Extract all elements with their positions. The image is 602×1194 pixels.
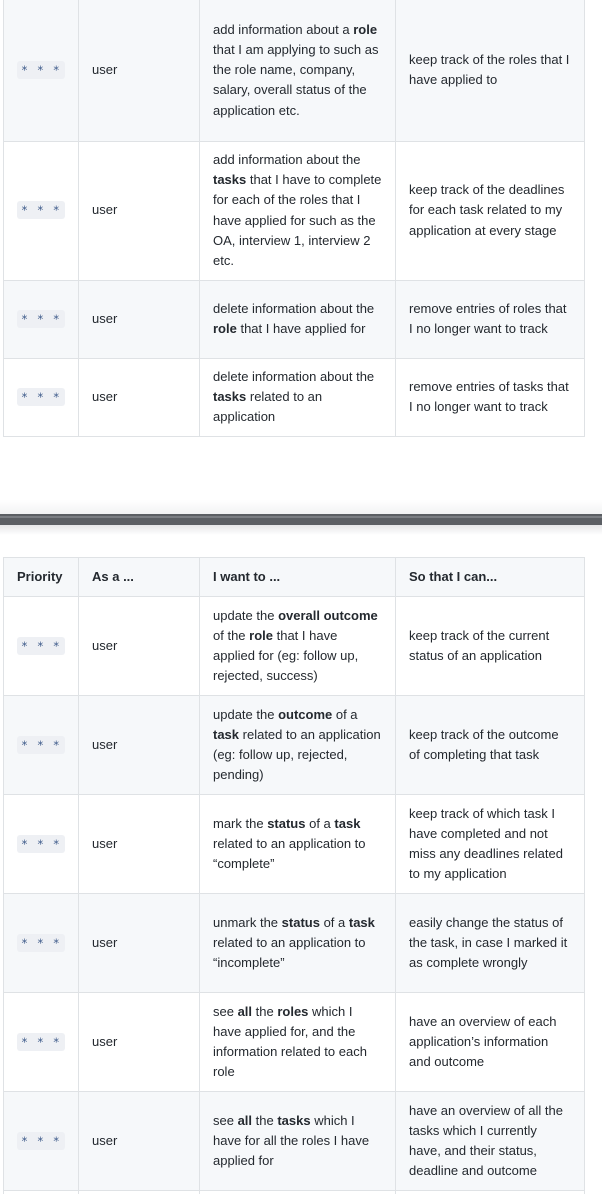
user-stories-table-top <box>3 0 585 437</box>
emphasis-text: outcome <box>278 706 333 722</box>
table-row <box>4 0 585 141</box>
emphasis-text: role <box>353 21 378 37</box>
emphasis-text: role <box>249 627 273 643</box>
emphasis-text: overall outcome <box>278 607 378 623</box>
so-that-cell: keep track of which task I have completed and not miss any deadlines related to my application <box>396 795 585 894</box>
as-a-cell: user <box>79 894 200 993</box>
priority-badge: * * * <box>17 61 65 79</box>
as-a-cell: user <box>79 993 200 1092</box>
emphasis-text: all <box>237 1112 253 1128</box>
so-that-cell: keep track of the current status of an application <box>396 597 585 696</box>
cell-text: related to an application <box>213 388 323 425</box>
header-priority: Priority <box>4 558 79 597</box>
so-that-cell: keep track of the roles that I have applied to <box>396 0 585 141</box>
cell-text: that I have to complete for each of the roles that I have applied for such as the OA, interview 1, interview 2 etc. <box>213 172 382 268</box>
cell-text: update the <box>213 706 279 722</box>
cell-text: of the <box>213 627 250 643</box>
table-row <box>4 141 585 280</box>
i-want-to-cell <box>200 1191 396 1194</box>
priority-cell <box>4 894 79 993</box>
i-want-to-cell <box>200 358 396 436</box>
cell-text: add information about a <box>213 21 354 37</box>
priority-badge: * * * <box>17 1033 65 1051</box>
cell-text: see <box>213 1003 238 1019</box>
as-a-cell: user <box>79 795 200 894</box>
emphasis-text: status <box>267 815 306 831</box>
cell-text: the <box>252 1112 278 1128</box>
header-i-want-to: I want to ... <box>200 558 396 597</box>
i-want-to-cell <box>200 795 396 894</box>
so-that-cell: remove entries of tasks that I no longer want to track <box>396 358 585 436</box>
table-row <box>4 894 585 993</box>
priority-cell <box>4 795 79 894</box>
cell-text: which I have applied for, and the information related to each role <box>213 1003 367 1080</box>
cell-text: that I have applied for <box>236 321 366 336</box>
cell-text: add information about the <box>213 151 361 167</box>
table-row <box>4 993 585 1092</box>
cell-text: of a <box>332 706 358 722</box>
screenshot-divider <box>0 514 602 525</box>
priority-badge: * * * <box>17 1132 65 1150</box>
so-that-cell: easily change the status of the task, in case I marked it as complete wrongly <box>396 894 585 993</box>
as-a-cell: user <box>79 0 200 141</box>
priority-cell <box>4 1191 79 1194</box>
emphasis-text: tasks <box>213 172 247 188</box>
as-a-cell <box>79 1191 200 1194</box>
cell-text: unmark the <box>213 914 282 930</box>
cell-text: of a <box>319 914 349 930</box>
user-stories-table-bottom <box>3 557 585 1194</box>
priority-badge: * * * <box>17 388 65 406</box>
so-that-cell <box>396 1191 585 1194</box>
priority-badge: * * * <box>17 201 65 219</box>
emphasis-text: tasks <box>277 1112 311 1128</box>
so-that-cell: have an overview of all the tasks which I currently have, and their status, deadline and outcome <box>396 1092 585 1191</box>
as-a-cell: user <box>79 280 200 358</box>
emphasis-text: task <box>348 914 375 930</box>
cell-text: which I have for all the roles I have applied for <box>213 1112 370 1169</box>
cell-text: related to an application to “incomplete” <box>213 934 366 971</box>
cell-text: update the <box>213 607 279 623</box>
cell-text: delete information about the <box>213 300 375 316</box>
so-that-cell: keep track of the outcome of completing that task <box>396 696 585 795</box>
priority-badge: * * * <box>17 934 65 952</box>
emphasis-text: task <box>213 726 240 742</box>
i-want-to-cell <box>200 280 396 358</box>
emphasis-text: task <box>334 815 361 831</box>
priority-cell <box>4 358 79 436</box>
table-row <box>4 280 585 358</box>
so-that-cell: keep track of the deadlines for each task related to my application at every stage <box>396 141 585 280</box>
i-want-to-cell <box>200 894 396 993</box>
table-header-row <box>4 558 585 597</box>
priority-cell <box>4 141 79 280</box>
as-a-cell: user <box>79 141 200 280</box>
emphasis-text: status <box>281 914 320 930</box>
priority-badge: * * * <box>17 736 65 754</box>
emphasis-text: tasks <box>213 388 247 404</box>
emphasis-text: roles <box>277 1003 309 1019</box>
table-row <box>4 358 585 436</box>
i-want-to-cell <box>200 597 396 696</box>
i-want-to-cell <box>200 1092 396 1191</box>
priority-cell <box>4 0 79 141</box>
priority-cell <box>4 993 79 1092</box>
i-want-to-cell <box>200 0 396 141</box>
table-row <box>4 696 585 795</box>
as-a-cell: user <box>79 358 200 436</box>
emphasis-text: all <box>237 1003 253 1019</box>
as-a-cell: user <box>79 1092 200 1191</box>
priority-cell <box>4 280 79 358</box>
priority-cell <box>4 1092 79 1191</box>
as-a-cell: user <box>79 597 200 696</box>
i-want-to-cell <box>200 993 396 1092</box>
cell-text: see <box>213 1112 238 1128</box>
table-row <box>4 795 585 894</box>
i-want-to-cell <box>200 141 396 280</box>
cell-text: related to an application to “complete” <box>213 835 366 872</box>
table-row <box>4 1092 585 1191</box>
cell-text: that I am applying to such as the role name, company, salary, overall status of the application etc. <box>213 41 379 118</box>
priority-cell <box>4 597 79 696</box>
cell-text: that I have applied for (eg: follow up, rejected, success) <box>213 627 359 684</box>
cell-text: the <box>252 1003 278 1019</box>
priority-badge: * * * <box>17 637 65 655</box>
table-row <box>4 597 585 696</box>
priority-cell <box>4 696 79 795</box>
i-want-to-cell <box>200 696 396 795</box>
table-row <box>4 1191 585 1194</box>
as-a-cell: user <box>79 696 200 795</box>
cell-text: mark the <box>213 815 268 831</box>
priority-badge: * * * <box>17 835 65 853</box>
cell-text: delete information about the <box>213 368 375 384</box>
emphasis-text: role <box>213 321 237 336</box>
so-that-cell: have an overview of each application’s information and outcome <box>396 993 585 1092</box>
header-as-a: As a ... <box>79 558 200 597</box>
so-that-cell: remove entries of roles that I no longer want to track <box>396 280 585 358</box>
cell-text: related to an application (eg: follow up, rejected, pending) <box>213 726 381 783</box>
header-so-that-i-can: So that I can... <box>396 558 585 597</box>
priority-badge: * * * <box>17 310 65 328</box>
cell-text: of a <box>305 815 335 831</box>
